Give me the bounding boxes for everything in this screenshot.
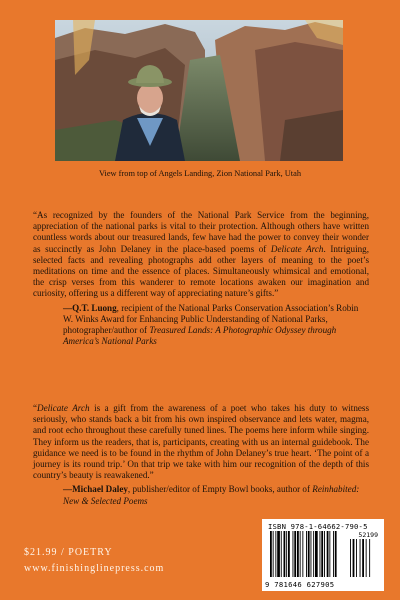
- credited-book-title: Reinhabited: New & Selected Poems: [63, 484, 360, 506]
- publisher-website: www.finishinglinepress.com: [24, 563, 165, 574]
- book-title: Delicate Arch: [270, 243, 324, 254]
- blurb-luong-attribution: [33, 303, 369, 348]
- price-code: 52199: [358, 531, 378, 539]
- blurb-text: “As recognized by the founders of the National Park Service from the beginning, appreciation of the national parks is vital to their protection. Although others have written countless words about our treasured lands, few have had the power to convey their wonder as succinctly as John Delaney in the place-based poems of: [33, 210, 369, 254]
- photo-caption: View from top of Angels Landing, Zion National Park, Utah: [98, 169, 302, 178]
- blurb-author: —Q.T. Luong: [63, 302, 117, 313]
- author-photo: [55, 20, 343, 161]
- blurb-luong: [33, 210, 369, 347]
- barcode-digits: 9 781646 627905: [265, 580, 335, 589]
- blurb-text: “: [33, 403, 38, 413]
- blurb-credit: , publisher/editor of Empty Bowl books, author of: [127, 484, 313, 495]
- blurb-luong-text: [33, 210, 369, 300]
- book-title: Delicate Arch: [37, 403, 90, 413]
- blurb-daley-text: [33, 403, 369, 481]
- barcode-bars: [268, 531, 378, 579]
- isbn-barcode: [262, 519, 384, 591]
- blurb-text: is a gift from the awareness of a poet who takes his duty to witness seriously, who stands back a bit from his own inspired observance and lets water, magma, and root echo throughout these carefully tuned lines. The poems here inform while singing. They inform us the readers, that is, participants, creating with us an internal guidebook. The guidance we need is to be found in the rhythm of John Delaney’s true heart. ‘The point of a journey is its round trip.’ On that trip we take with him our recognition of the depth of this country’s beauty is reawakened.”: [33, 403, 369, 481]
- canyon-photo-illustration: [55, 20, 343, 161]
- blurb-daley-attribution: [33, 484, 369, 506]
- credited-book-title: Treasured Lands: A Photographic Odyssey through America’s National Parks: [63, 325, 337, 347]
- blurb-text: . Intriguing, selected facts and revealing photographs add other layers of meaning to the poet’s meditations on time and the essence of places. Simultaneously whimsical and emotional, the crisp verses from this wanderer to remote locations awaken our imagination and curiosity, offering us a different way of appreciating nature’s gifts.”: [33, 243, 369, 299]
- price-category: $21.99 / POETRY: [24, 547, 113, 558]
- isbn-label: ISBN 978-1-64662-790-5: [268, 522, 368, 531]
- blurb-credit: , recipient of the National Parks Conservation Association’s Robin W. Winks Award for Enhancing Public Understanding of National Parks, photographer/author of: [63, 302, 359, 336]
- blurb-daley: [33, 403, 369, 507]
- blurb-author: —Michael Daley: [63, 484, 128, 495]
